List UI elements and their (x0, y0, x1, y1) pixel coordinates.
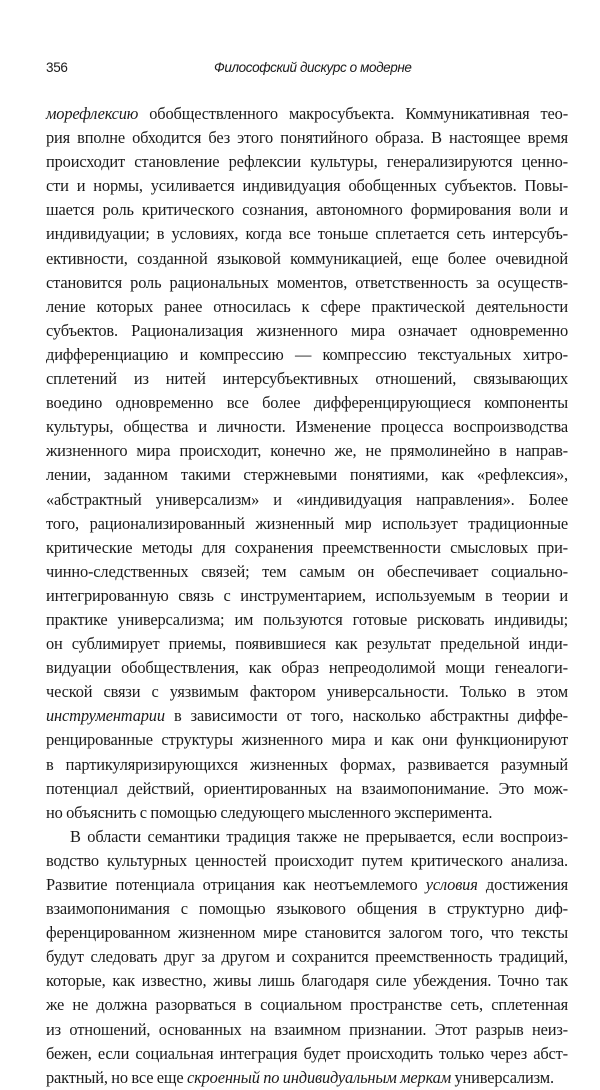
text-line (46, 680, 568, 704)
text-line (46, 271, 568, 295)
book-page (46, 60, 568, 1090)
text-run: универсализм. (451, 1067, 554, 1087)
text-line (46, 102, 568, 126)
text-run: жизненного мира происходит, конечно же, не прямолинейно в направ- (46, 441, 568, 461)
paragraph (46, 825, 568, 1090)
text-run: ференцированном жизненном мире становится залогом того, что тексты (46, 923, 568, 943)
text-line (46, 1018, 568, 1042)
text-run: практике универсализма; им пользуются готовые рисковать индивиды; (46, 609, 568, 629)
text-line (46, 656, 568, 680)
text-run: сплетений из нитей интерсубъективных отношений, связывающих (46, 369, 568, 389)
body-text (46, 102, 568, 1090)
text-run: дифференциацию и компрессию — компрессию текстуальных хитро- (46, 344, 568, 364)
text-run: видуации обобществления, как образ непреодолимой мощи генеалоги- (46, 658, 568, 678)
text-line (46, 849, 568, 873)
text-line (46, 753, 568, 777)
paragraph (46, 102, 568, 825)
text-line (46, 174, 568, 198)
italic-term: инструментарии (46, 706, 165, 726)
text-line (46, 873, 568, 897)
text-line (46, 126, 568, 150)
text-line (46, 488, 568, 512)
text-run: рия вполне обходится без этого понятийного образа. В настоящее время (46, 128, 568, 148)
page-number: 356 (46, 60, 68, 75)
text-line (46, 560, 568, 584)
text-line (46, 512, 568, 536)
italic-term: условия (425, 875, 478, 894)
text-line (46, 993, 568, 1017)
text-line (46, 295, 568, 319)
text-run: чинно-следственных связей; тем самым он обеспечивает социально- (46, 561, 568, 581)
text-line (46, 536, 568, 560)
text-run: культуры, общества и личности. Изменение процесса воспроизводства (46, 417, 568, 437)
text-line (46, 704, 568, 728)
italic-term: морефлексию (46, 104, 139, 123)
text-run: сти и нормы, усиливается индивидуация обобщенных субъектов. Повы- (46, 176, 568, 196)
text-run: ление которых ранее относилась к сфере практической деятельности (46, 296, 568, 316)
text-run: того, рационализированный жизненный мир использует традиционные (46, 513, 568, 533)
text-run: интегрированную связь с инструментарием, используемым в теории и (46, 585, 568, 605)
text-line (46, 150, 568, 174)
text-line (46, 391, 568, 415)
text-run: бежен, если социальная интеграция будет происходить только через абст- (46, 1043, 568, 1063)
text-run: из отношений, основанных на взаимном признании. Этот разрыв неиз- (46, 1019, 568, 1039)
text-line (46, 439, 568, 463)
text-run: Развитие потенциала отрицания как неотъемлемого (46, 875, 426, 894)
text-run: «абстрактный универсализм» и «индивидуация направления». Более (46, 489, 568, 509)
text-run: критические методы для сохранения преемственности смысловых при- (46, 537, 568, 557)
text-run: будут следовать друг за другом и сохранится преемственность традиций, (46, 947, 568, 967)
text-line (46, 777, 568, 801)
text-line (46, 608, 568, 632)
running-header (46, 60, 568, 82)
text-run: становится роль рациональных моментов, ответственность за осуществ- (46, 272, 568, 292)
text-run: достижения (477, 875, 568, 894)
text-line (46, 825, 568, 849)
text-line (46, 319, 568, 343)
text-run: лении, заданном такими стержневыми понятиями, как «рефлексия», (46, 465, 568, 485)
text-run: шается роль критического сознания, автономного формирования воли и (46, 200, 568, 220)
text-run: субъектов. Рационализация жизненного мира означает одновременно (46, 320, 568, 340)
text-line (46, 632, 568, 656)
text-run: рактный, но все еще (46, 1067, 187, 1087)
text-run: в партикуляризирующихся жизненных формах, развивается разумный (46, 754, 568, 774)
text-run: обобществленного макросубъекта. Коммуникативная тео- (138, 104, 568, 123)
text-line (46, 367, 568, 391)
text-line (46, 728, 568, 752)
text-line (46, 1042, 568, 1066)
text-line (46, 1066, 568, 1090)
text-run: он сублимирует приемы, появившиеся как результат предельной инди- (46, 634, 568, 654)
italic-term: скроенный по индивидуальным меркам (186, 1067, 452, 1087)
text-run: потенциал действий, ориентированных на взаимопонимание. Это мож- (46, 778, 568, 798)
text-line (46, 463, 568, 487)
text-line (46, 222, 568, 246)
text-run: ренцированные структуры жизненного мира и как они функционируют (46, 730, 568, 750)
text-run: ективности, созданной языковой коммуникацией, еще более очевидной (46, 248, 568, 268)
text-run: ческой связи с уязвимым фактором универсальности. Только в этом (46, 682, 568, 702)
text-line (46, 198, 568, 222)
text-line (46, 921, 568, 945)
text-line (46, 969, 568, 993)
text-run: индивидуации; в условиях, когда все тоньше сплетается сеть интерсубъ- (46, 224, 568, 244)
text-line (46, 584, 568, 608)
text-run: водство культурных ценностей происходит путем критического анализа. (46, 850, 568, 870)
text-run: в зависимости от того, насколько абстрактны диффе- (164, 706, 568, 726)
text-line (46, 247, 568, 271)
text-run: взаимопонимания с помощью языкового общения в структурно диф- (46, 899, 568, 919)
text-run: которые, как известно, живы лишь благодаря силе убеждения. Точно так (46, 971, 568, 991)
text-line (46, 343, 568, 367)
text-run: же не должна разорваться в социальном пространстве сеть, сплетенная (46, 995, 568, 1015)
text-run: происходит становление рефлексии культуры, генерализируются ценно- (46, 152, 568, 172)
running-title: Философский дискурс о модерне (214, 60, 412, 75)
text-line (46, 415, 568, 439)
text-line (46, 897, 568, 921)
text-line (46, 945, 568, 969)
text-run: но объяснить с помощью следующего мысленного эксперимента. (46, 802, 493, 822)
text-run: воедино одновременно все более дифференцирующиеся компоненты (46, 393, 568, 413)
text-line (46, 801, 568, 825)
text-run: В области семантики традиция также не прерывается, если воспроиз- (70, 826, 568, 846)
